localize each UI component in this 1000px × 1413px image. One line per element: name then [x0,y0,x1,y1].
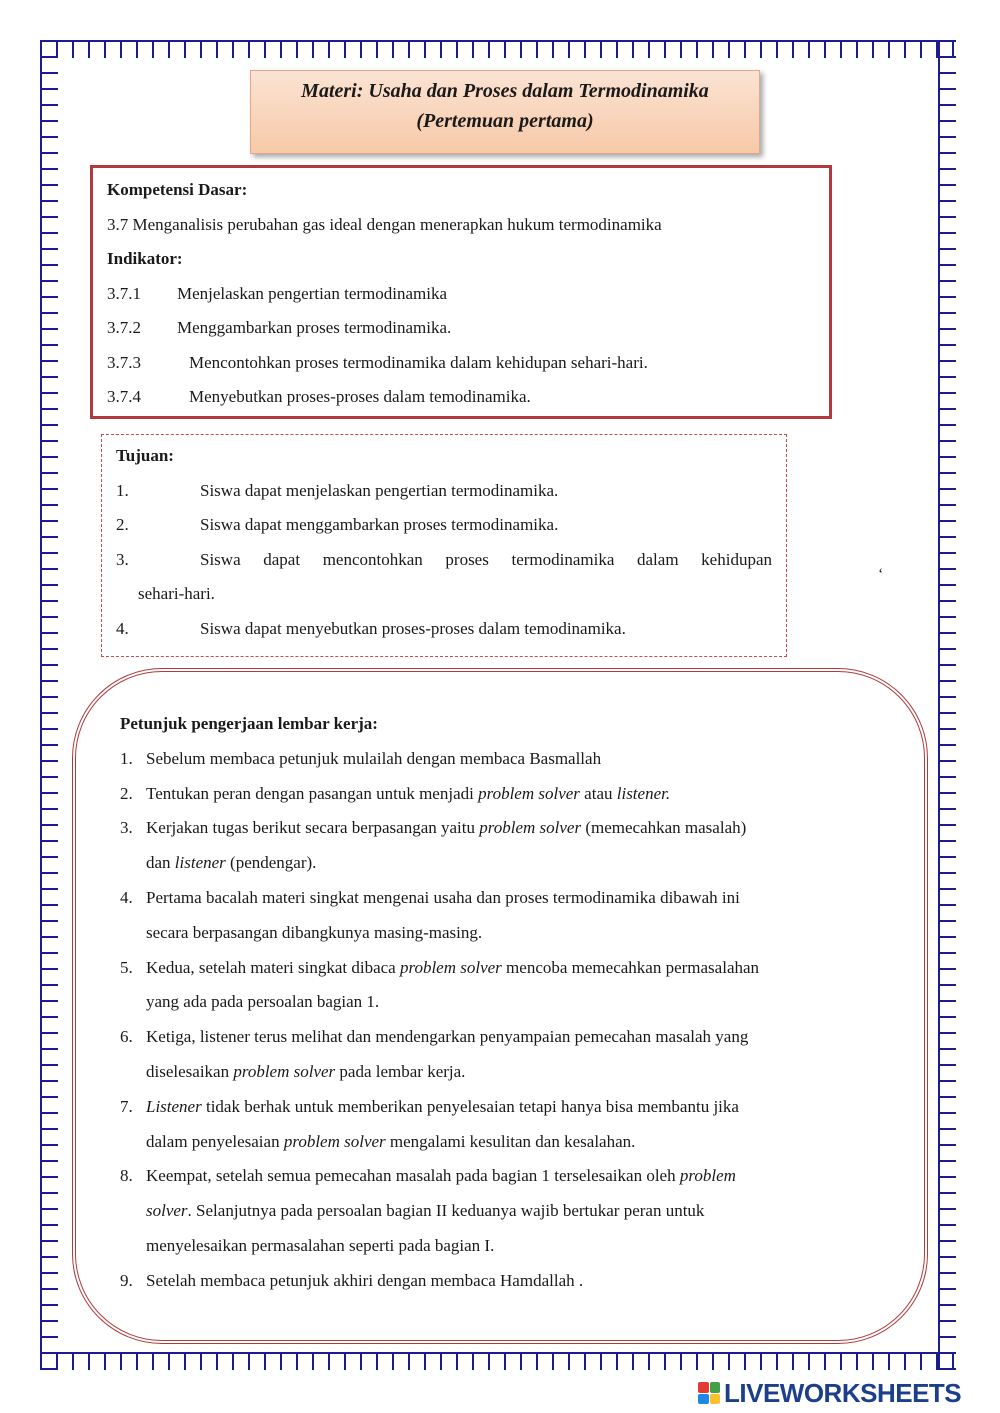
indikator-text: Mencontohkan proses termodinamika dalam kehidupan sehari-hari. [189,352,648,372]
indikator-num: 3.7.3 [107,352,141,372]
petunjuk-item [120,816,884,851]
tujuan-text: Siswa dapat menjelaskan pengertian termodinamika. [200,480,559,500]
logo-square [698,1394,709,1405]
title-line2: (Pertemuan pertama) [416,110,594,132]
border-bottom [40,1352,956,1370]
petunjuk-num: 5. [120,957,133,977]
petunjuk-text: Tentukan peran dengan pasangan untuk menjadi [146,783,479,803]
border-top [40,40,956,58]
petunjuk-item-continuation [120,1199,884,1234]
petunjuk-text: diselesaikan [146,1061,234,1081]
tujuan-item [116,479,772,514]
logo-square [710,1382,721,1393]
petunjuk-text: pada lembar kerja. [335,1061,466,1081]
petunjuk-item [120,782,884,817]
logo-square [710,1394,721,1405]
tujuan-item [116,617,772,652]
petunjuk-item [120,956,884,991]
petunjuk-text-italic: problem solver [283,1131,386,1151]
petunjuk-text: . Selanjutnya pada persoalan bagian II keduanya wajib bertukar peran untuk [187,1201,705,1221]
petunjuk-item [120,747,884,782]
petunjuk-item-continuation: secara berpasangan dibangkunya masing-masing. [146,922,483,942]
petunjuk-item [120,1269,884,1304]
logo-square [698,1382,709,1393]
liveworksheets-logo [698,1378,961,1408]
indikator-text: Menjelaskan pengertian termodinamika [177,283,448,303]
petunjuk-box [72,668,928,1344]
tujuan-text: Siswa dapat menyebutkan proses-proses dalam temodinamika. [200,618,626,638]
petunjuk-num: 7. [120,1096,133,1116]
petunjuk-text: Sebelum membaca petunjuk mulailah dengan membaca Basmallah [146,748,602,768]
title-line1: Materi: Usaha dan Proses dalam Termodinamika [301,80,709,102]
indikator-num: 3.7.1 [107,283,141,303]
petunjuk-num: 6. [120,1027,133,1047]
petunjuk-item-continuation [120,1060,884,1095]
petunjuk-text-italic: problem [679,1166,736,1186]
kompetensi-box [90,165,832,419]
tujuan-text: Siswa dapat menggambarkan proses termodinamika. [200,515,559,534]
petunjuk-item [120,886,884,921]
petunjuk-text-italic: problem solver [478,783,580,803]
petunjuk-num: 9. [120,1270,133,1290]
stray-mark: ‘ [878,566,884,583]
petunjuk-text: Kedua, setelah materi singkat dibaca [146,957,400,977]
petunjuk-text-italic: problem solver [399,957,502,977]
petunjuk-text: atau [579,783,617,803]
petunjuk-text: tidak berhak untuk memberikan penyelesaian tetapi hanya bisa membantu jika [201,1096,739,1116]
petunjuk-text: dalam penyelesaian [146,1131,284,1151]
petunjuk-text-italic: listener [174,853,226,873]
petunjuk-item-continuation: menyelesaikan permasalahan seperti pada bagian I. [146,1235,495,1255]
border-left [40,40,58,1370]
petunjuk-heading: Petunjuk pengerjaan lembar kerja: [120,714,378,733]
tujuan-item [116,548,772,583]
indikator-num: 3.7.4 [107,387,141,406]
petunjuk-text: dan [146,853,175,873]
indikator-item [107,385,829,420]
liveworksheets-logo-icon [698,1382,720,1404]
tujuan-num: 1. [116,480,129,500]
kompetensi-text: 3.7 Menganalisis perubahan gas ideal dengan menerapkan hukum termodinamika [107,214,662,234]
tujuan-num: 3. [116,549,129,569]
petunjuk-text-italic: solver [146,1201,188,1221]
petunjuk-item [120,1095,884,1130]
indikator-item [107,316,829,351]
indikator-item [107,351,829,386]
tujuan-box [101,434,787,657]
tujuan-num: 2. [116,515,129,534]
tujuan-num: 4. [116,618,129,638]
liveworksheets-logo-text: LIVEWORKSHEETS [724,1377,962,1408]
petunjuk-text-italic: listener. [616,783,671,803]
tujuan-item-continuation: sehari-hari. [138,584,215,603]
petunjuk-text: Kerjakan tugas berikut secara berpasangan yaitu [146,818,480,838]
petunjuk-item-continuation: yang ada pada persoalan bagian 1. [146,992,380,1012]
petunjuk-text: mencoba memecahkan permasalahan [501,957,760,977]
petunjuk-text: Setelah membaca petunjuk akhiri dengan membaca Hamdallah . [146,1270,584,1290]
petunjuk-num: 2. [120,783,133,803]
petunjuk-text-italic: problem solver [233,1061,336,1081]
kompetensi-heading: Kompetensi Dasar: [107,180,248,199]
petunjuk-text: Ketiga, listener terus melihat dan mendengarkan penyampaian pemecahan masalah yang [146,1027,749,1047]
petunjuk-text: Pertama bacalah materi singkat mengenai usaha dan proses termodinamika dibawah ini [146,887,740,907]
indikator-item [107,282,829,317]
petunjuk-text: Keempat, setelah semua pemecahan masalah pada bagian 1 terselesaikan oleh [146,1166,680,1186]
title-box [250,70,760,154]
border-right [938,40,956,1370]
tujuan-heading: Tujuan: [116,446,174,465]
petunjuk-num: 8. [120,1166,133,1186]
indikator-text: Menyebutkan proses-proses dalam temodinamika. [189,387,531,406]
petunjuk-num: 3. [120,818,133,838]
indikator-num: 3.7.2 [107,318,141,337]
petunjuk-item-continuation [120,851,884,886]
petunjuk-text-italic: Listener [146,1096,202,1116]
tujuan-text: Siswa dapat mencontohkan proses termodinamika dalam kehidupan [200,549,772,569]
petunjuk-num: 4. [120,887,133,907]
tujuan-item [116,513,772,548]
petunjuk-text: (pendengar). [225,853,317,873]
petunjuk-item [120,1164,884,1199]
petunjuk-text-italic: problem solver [479,818,582,838]
petunjuk-item-continuation [120,1130,884,1165]
petunjuk-item [120,1025,884,1060]
petunjuk-text: mengalami kesulitan dan kesalahan. [385,1131,636,1151]
indikator-text: Menggambarkan proses termodinamika. [177,318,452,337]
petunjuk-text: (memecahkan masalah) [581,818,747,838]
petunjuk-num: 1. [120,748,133,768]
indikator-heading: Indikator: [107,249,183,268]
